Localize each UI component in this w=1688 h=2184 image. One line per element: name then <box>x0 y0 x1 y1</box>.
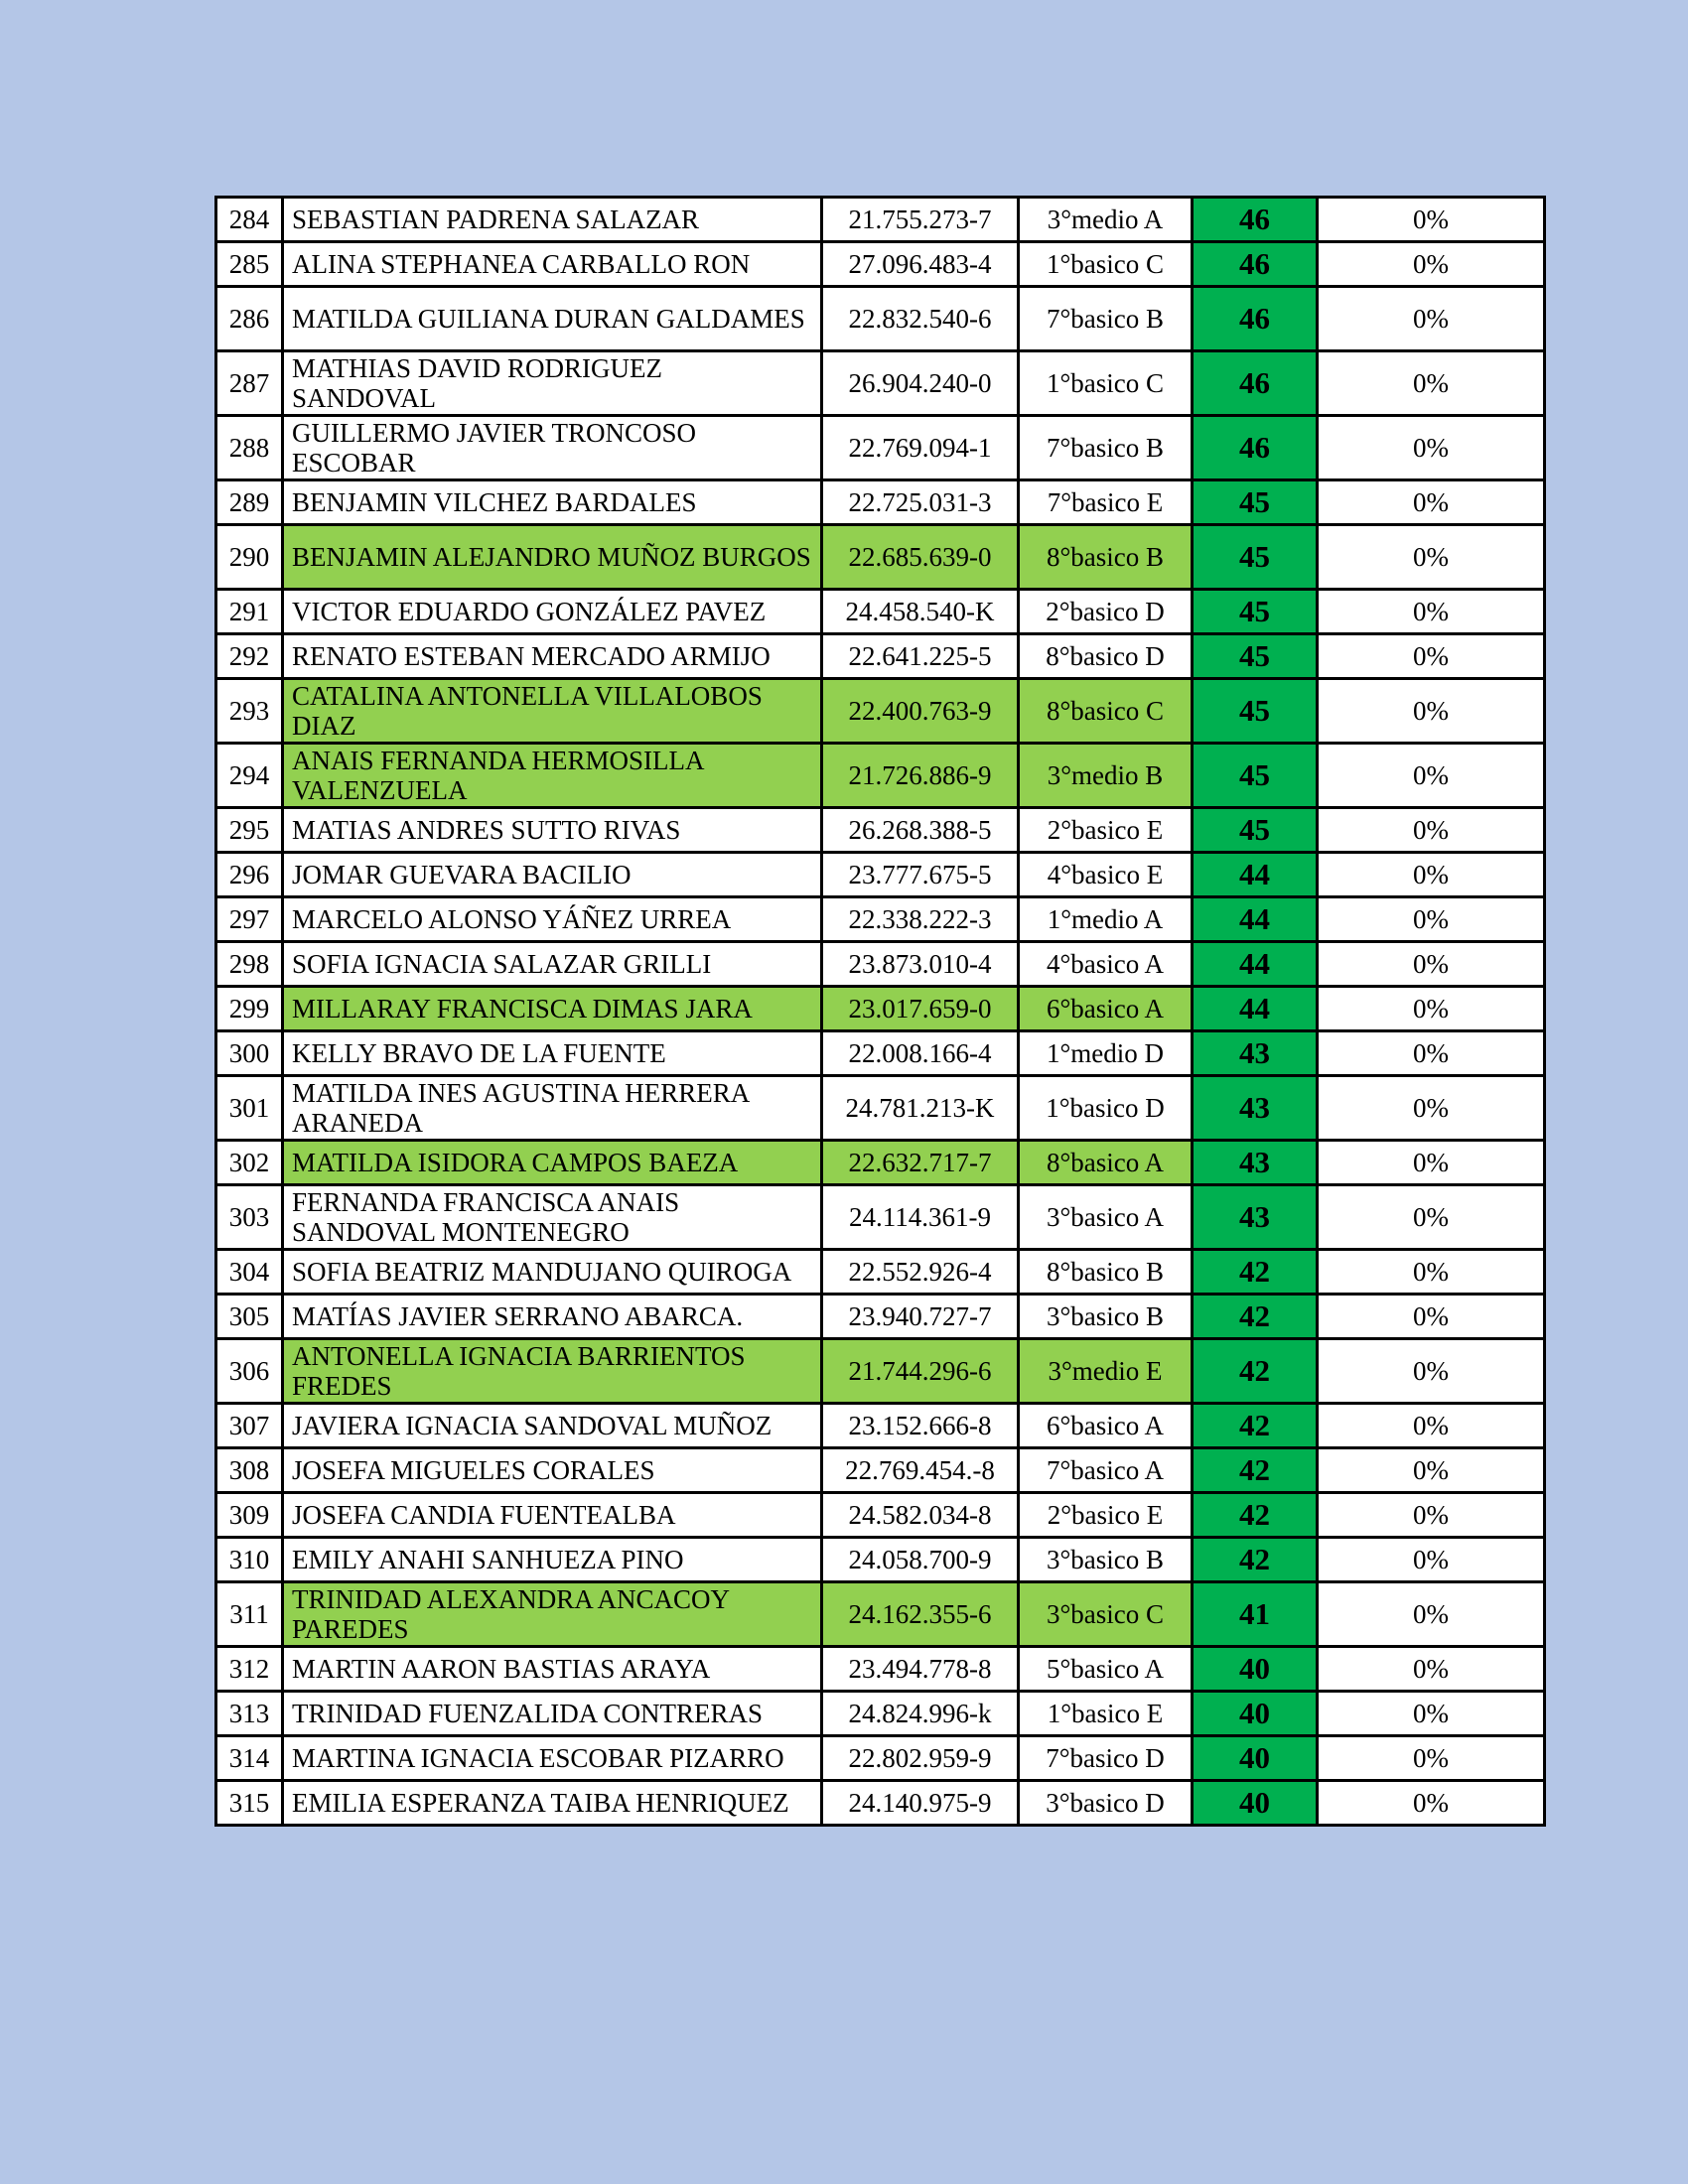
table-row <box>216 242 1545 287</box>
student-name: SOFIA IGNACIA SALAZAR GRILLI <box>283 942 822 987</box>
student-course: 3°medio E <box>1019 1339 1193 1404</box>
student-name: MATILDA ISIDORA CAMPOS BAEZA <box>283 1141 822 1185</box>
student-name: BENJAMIN VILCHEZ BARDALES <box>283 480 822 525</box>
student-score: 40 <box>1193 1736 1318 1781</box>
table-row <box>216 1692 1545 1736</box>
student-name: MILLARAY FRANCISCA DIMAS JARA <box>283 987 822 1031</box>
results-table <box>214 196 1546 1827</box>
score-percent: 0% <box>1318 1538 1545 1582</box>
score-percent: 0% <box>1318 1736 1545 1781</box>
score-percent: 0% <box>1318 351 1545 416</box>
student-rut: 24.781.213-K <box>822 1076 1019 1141</box>
row-number: 314 <box>216 1736 283 1781</box>
student-name: MATHIAS DAVID RODRIGUEZ SANDOVAL <box>283 351 822 416</box>
score-percent: 0% <box>1318 1781 1545 1826</box>
row-number: 307 <box>216 1404 283 1448</box>
student-score: 45 <box>1193 808 1318 853</box>
row-number: 302 <box>216 1141 283 1185</box>
student-course: 8°basico D <box>1019 634 1193 679</box>
score-percent: 0% <box>1318 679 1545 744</box>
student-score: 45 <box>1193 480 1318 525</box>
score-percent: 0% <box>1318 1404 1545 1448</box>
student-course: 2°basico E <box>1019 808 1193 853</box>
student-name: MARTIN AARON BASTIAS ARAYA <box>283 1647 822 1692</box>
student-name: GUILLERMO JAVIER TRONCOSO ESCOBAR <box>283 416 822 480</box>
row-number: 301 <box>216 1076 283 1141</box>
score-percent: 0% <box>1318 242 1545 287</box>
student-course: 6°basico A <box>1019 1404 1193 1448</box>
table-row <box>216 634 1545 679</box>
student-score: 46 <box>1193 351 1318 416</box>
student-score: 41 <box>1193 1582 1318 1647</box>
student-score: 46 <box>1193 416 1318 480</box>
student-course: 8°basico C <box>1019 679 1193 744</box>
student-score: 45 <box>1193 744 1318 808</box>
table-row <box>216 808 1545 853</box>
row-number: 291 <box>216 590 283 634</box>
student-name: SOFIA BEATRIZ MANDUJANO QUIROGA <box>283 1250 822 1295</box>
student-rut: 22.400.763-9 <box>822 679 1019 744</box>
score-percent: 0% <box>1318 853 1545 897</box>
student-rut: 22.802.959-9 <box>822 1736 1019 1781</box>
table-row <box>216 897 1545 942</box>
student-rut: 23.017.659-0 <box>822 987 1019 1031</box>
score-percent: 0% <box>1318 808 1545 853</box>
student-name: ANTONELLA IGNACIA BARRIENTOS FREDES <box>283 1339 822 1404</box>
student-rut: 22.641.225-5 <box>822 634 1019 679</box>
row-number: 284 <box>216 198 283 242</box>
row-number: 292 <box>216 634 283 679</box>
student-course: 3°basico B <box>1019 1538 1193 1582</box>
score-percent: 0% <box>1318 1339 1545 1404</box>
student-rut: 24.140.975-9 <box>822 1781 1019 1826</box>
student-score: 45 <box>1193 679 1318 744</box>
student-score: 40 <box>1193 1692 1318 1736</box>
score-percent: 0% <box>1318 416 1545 480</box>
student-course: 3°medio B <box>1019 744 1193 808</box>
score-percent: 0% <box>1318 987 1545 1031</box>
student-score: 44 <box>1193 897 1318 942</box>
score-percent: 0% <box>1318 1448 1545 1493</box>
student-course: 6°basico A <box>1019 987 1193 1031</box>
student-rut: 26.904.240-0 <box>822 351 1019 416</box>
student-name: EMILIA ESPERANZA TAIBA HENRIQUEZ <box>283 1781 822 1826</box>
student-score: 46 <box>1193 242 1318 287</box>
table-row <box>216 1031 1545 1076</box>
student-course: 4°basico E <box>1019 853 1193 897</box>
student-score: 45 <box>1193 590 1318 634</box>
row-number: 303 <box>216 1185 283 1250</box>
score-percent: 0% <box>1318 1692 1545 1736</box>
table-row <box>216 480 1545 525</box>
table-row <box>216 1076 1545 1141</box>
student-name: JOSEFA MIGUELES CORALES <box>283 1448 822 1493</box>
table-row <box>216 1448 1545 1493</box>
table-row <box>216 942 1545 987</box>
student-rut: 27.096.483-4 <box>822 242 1019 287</box>
student-rut: 24.162.355-6 <box>822 1582 1019 1647</box>
student-rut: 24.458.540-K <box>822 590 1019 634</box>
row-number: 288 <box>216 416 283 480</box>
score-percent: 0% <box>1318 1031 1545 1076</box>
student-rut: 22.725.031-3 <box>822 480 1019 525</box>
student-name: RENATO ESTEBAN MERCADO ARMIJO <box>283 634 822 679</box>
row-number: 299 <box>216 987 283 1031</box>
student-course: 2°basico D <box>1019 590 1193 634</box>
table-row <box>216 1141 1545 1185</box>
student-rut: 21.744.296-6 <box>822 1339 1019 1404</box>
student-score: 45 <box>1193 634 1318 679</box>
student-name: ANAIS FERNANDA HERMOSILLA VALENZUELA <box>283 744 822 808</box>
student-score: 42 <box>1193 1339 1318 1404</box>
student-name: FERNANDA FRANCISCA ANAIS SANDOVAL MONTENEGRO <box>283 1185 822 1250</box>
student-course: 3°basico D <box>1019 1781 1193 1826</box>
student-score: 46 <box>1193 287 1318 351</box>
student-score: 43 <box>1193 1031 1318 1076</box>
student-name: JOSEFA CANDIA FUENTEALBA <box>283 1493 822 1538</box>
student-rut: 21.726.886-9 <box>822 744 1019 808</box>
row-number: 285 <box>216 242 283 287</box>
table-row <box>216 1295 1545 1339</box>
row-number: 294 <box>216 744 283 808</box>
table-row <box>216 1493 1545 1538</box>
table-row <box>216 1781 1545 1826</box>
student-name: TRINIDAD FUENZALIDA CONTRERAS <box>283 1692 822 1736</box>
row-number: 306 <box>216 1339 283 1404</box>
student-name: TRINIDAD ALEXANDRA ANCACOY PAREDES <box>283 1582 822 1647</box>
student-name: VICTOR EDUARDO GONZÁLEZ PAVEZ <box>283 590 822 634</box>
student-name: ALINA STEPHANEA CARBALLO RON <box>283 242 822 287</box>
table-row <box>216 416 1545 480</box>
score-percent: 0% <box>1318 942 1545 987</box>
student-course: 1°basico E <box>1019 1692 1193 1736</box>
student-course: 7°basico B <box>1019 416 1193 480</box>
student-rut: 22.008.166-4 <box>822 1031 1019 1076</box>
score-percent: 0% <box>1318 1185 1545 1250</box>
student-name: KELLY BRAVO DE LA FUENTE <box>283 1031 822 1076</box>
student-score: 40 <box>1193 1781 1318 1826</box>
row-number: 312 <box>216 1647 283 1692</box>
student-rut: 22.685.639-0 <box>822 525 1019 590</box>
table-row <box>216 351 1545 416</box>
student-course: 1°basico C <box>1019 242 1193 287</box>
student-course: 3°basico B <box>1019 1295 1193 1339</box>
student-name: MARTINA IGNACIA ESCOBAR PIZARRO <box>283 1736 822 1781</box>
student-course: 5°basico A <box>1019 1647 1193 1692</box>
table-row <box>216 853 1545 897</box>
student-rut: 22.632.717-7 <box>822 1141 1019 1185</box>
score-percent: 0% <box>1318 1076 1545 1141</box>
student-rut: 22.552.926-4 <box>822 1250 1019 1295</box>
table-row <box>216 1404 1545 1448</box>
student-course: 3°medio A <box>1019 198 1193 242</box>
student-score: 42 <box>1193 1404 1318 1448</box>
student-name: MATÍAS JAVIER SERRANO ABARCA. <box>283 1295 822 1339</box>
table-row <box>216 1582 1545 1647</box>
student-rut: 24.114.361-9 <box>822 1185 1019 1250</box>
student-rut: 22.338.222-3 <box>822 897 1019 942</box>
score-percent: 0% <box>1318 1141 1545 1185</box>
student-score: 44 <box>1193 853 1318 897</box>
score-percent: 0% <box>1318 198 1545 242</box>
score-percent: 0% <box>1318 1295 1545 1339</box>
score-percent: 0% <box>1318 897 1545 942</box>
row-number: 296 <box>216 853 283 897</box>
student-name: EMILY ANAHI SANHUEZA PINO <box>283 1538 822 1582</box>
student-course: 7°basico B <box>1019 287 1193 351</box>
score-percent: 0% <box>1318 480 1545 525</box>
student-course: 7°basico A <box>1019 1448 1193 1493</box>
student-rut: 24.582.034-8 <box>822 1493 1019 1538</box>
student-score: 42 <box>1193 1448 1318 1493</box>
score-percent: 0% <box>1318 1647 1545 1692</box>
student-score: 43 <box>1193 1185 1318 1250</box>
table-row <box>216 1339 1545 1404</box>
student-rut: 26.268.388-5 <box>822 808 1019 853</box>
row-number: 315 <box>216 1781 283 1826</box>
student-score: 45 <box>1193 525 1318 590</box>
score-percent: 0% <box>1318 1493 1545 1538</box>
row-number: 295 <box>216 808 283 853</box>
table-row <box>216 1736 1545 1781</box>
student-score: 44 <box>1193 942 1318 987</box>
row-number: 311 <box>216 1582 283 1647</box>
student-rut: 22.769.454.-8 <box>822 1448 1019 1493</box>
row-number: 308 <box>216 1448 283 1493</box>
student-course: 2°basico E <box>1019 1493 1193 1538</box>
table-row <box>216 1250 1545 1295</box>
row-number: 289 <box>216 480 283 525</box>
student-name: JAVIERA IGNACIA SANDOVAL MUÑOZ <box>283 1404 822 1448</box>
score-percent: 0% <box>1318 590 1545 634</box>
score-percent: 0% <box>1318 744 1545 808</box>
student-name: SEBASTIAN PADRENA SALAZAR <box>283 198 822 242</box>
student-rut: 22.769.094-1 <box>822 416 1019 480</box>
student-name: MATIAS ANDRES SUTTO RIVAS <box>283 808 822 853</box>
results-body <box>216 198 1545 1826</box>
student-rut: 21.755.273-7 <box>822 198 1019 242</box>
student-course: 3°basico A <box>1019 1185 1193 1250</box>
table-row <box>216 987 1545 1031</box>
table-row <box>216 525 1545 590</box>
student-name: CATALINA ANTONELLA VILLALOBOS DIAZ <box>283 679 822 744</box>
row-number: 298 <box>216 942 283 987</box>
row-number: 310 <box>216 1538 283 1582</box>
row-number: 290 <box>216 525 283 590</box>
student-course: 1°basico C <box>1019 351 1193 416</box>
student-score: 44 <box>1193 987 1318 1031</box>
score-percent: 0% <box>1318 287 1545 351</box>
table-row <box>216 287 1545 351</box>
table-row <box>216 1647 1545 1692</box>
row-number: 300 <box>216 1031 283 1076</box>
student-course: 1°basico D <box>1019 1076 1193 1141</box>
student-course: 7°basico E <box>1019 480 1193 525</box>
student-course: 8°basico A <box>1019 1141 1193 1185</box>
table-row <box>216 198 1545 242</box>
student-score: 46 <box>1193 198 1318 242</box>
student-course: 3°basico C <box>1019 1582 1193 1647</box>
student-rut: 22.832.540-6 <box>822 287 1019 351</box>
student-rut: 24.824.996-k <box>822 1692 1019 1736</box>
row-number: 313 <box>216 1692 283 1736</box>
student-rut: 23.940.727-7 <box>822 1295 1019 1339</box>
table-row <box>216 1185 1545 1250</box>
table-row <box>216 590 1545 634</box>
score-percent: 0% <box>1318 1250 1545 1295</box>
student-course: 8°basico B <box>1019 1250 1193 1295</box>
student-score: 42 <box>1193 1250 1318 1295</box>
table-row <box>216 679 1545 744</box>
row-number: 305 <box>216 1295 283 1339</box>
student-course: 4°basico A <box>1019 942 1193 987</box>
student-rut: 23.152.666-8 <box>822 1404 1019 1448</box>
row-number: 304 <box>216 1250 283 1295</box>
student-rut: 23.777.675-5 <box>822 853 1019 897</box>
student-name: BENJAMIN ALEJANDRO MUÑOZ BURGOS <box>283 525 822 590</box>
row-number: 297 <box>216 897 283 942</box>
student-score: 42 <box>1193 1493 1318 1538</box>
student-name: MARCELO ALONSO YÁÑEZ URREA <box>283 897 822 942</box>
student-score: 40 <box>1193 1647 1318 1692</box>
score-percent: 0% <box>1318 525 1545 590</box>
row-number: 309 <box>216 1493 283 1538</box>
student-rut: 23.494.778-8 <box>822 1647 1019 1692</box>
score-percent: 0% <box>1318 1582 1545 1647</box>
student-score: 42 <box>1193 1538 1318 1582</box>
row-number: 286 <box>216 287 283 351</box>
student-score: 43 <box>1193 1141 1318 1185</box>
student-score: 42 <box>1193 1295 1318 1339</box>
student-course: 8°basico B <box>1019 525 1193 590</box>
student-course: 1°medio A <box>1019 897 1193 942</box>
student-rut: 24.058.700-9 <box>822 1538 1019 1582</box>
student-name: MATILDA INES AGUSTINA HERRERA ARANEDA <box>283 1076 822 1141</box>
table-row <box>216 1538 1545 1582</box>
row-number: 293 <box>216 679 283 744</box>
row-number: 287 <box>216 351 283 416</box>
student-course: 1°medio D <box>1019 1031 1193 1076</box>
student-course: 7°basico D <box>1019 1736 1193 1781</box>
table-row <box>216 744 1545 808</box>
student-name: JOMAR GUEVARA BACILIO <box>283 853 822 897</box>
student-name: MATILDA GUILIANA DURAN GALDAMES <box>283 287 822 351</box>
student-rut: 23.873.010-4 <box>822 942 1019 987</box>
score-percent: 0% <box>1318 634 1545 679</box>
student-score: 43 <box>1193 1076 1318 1141</box>
